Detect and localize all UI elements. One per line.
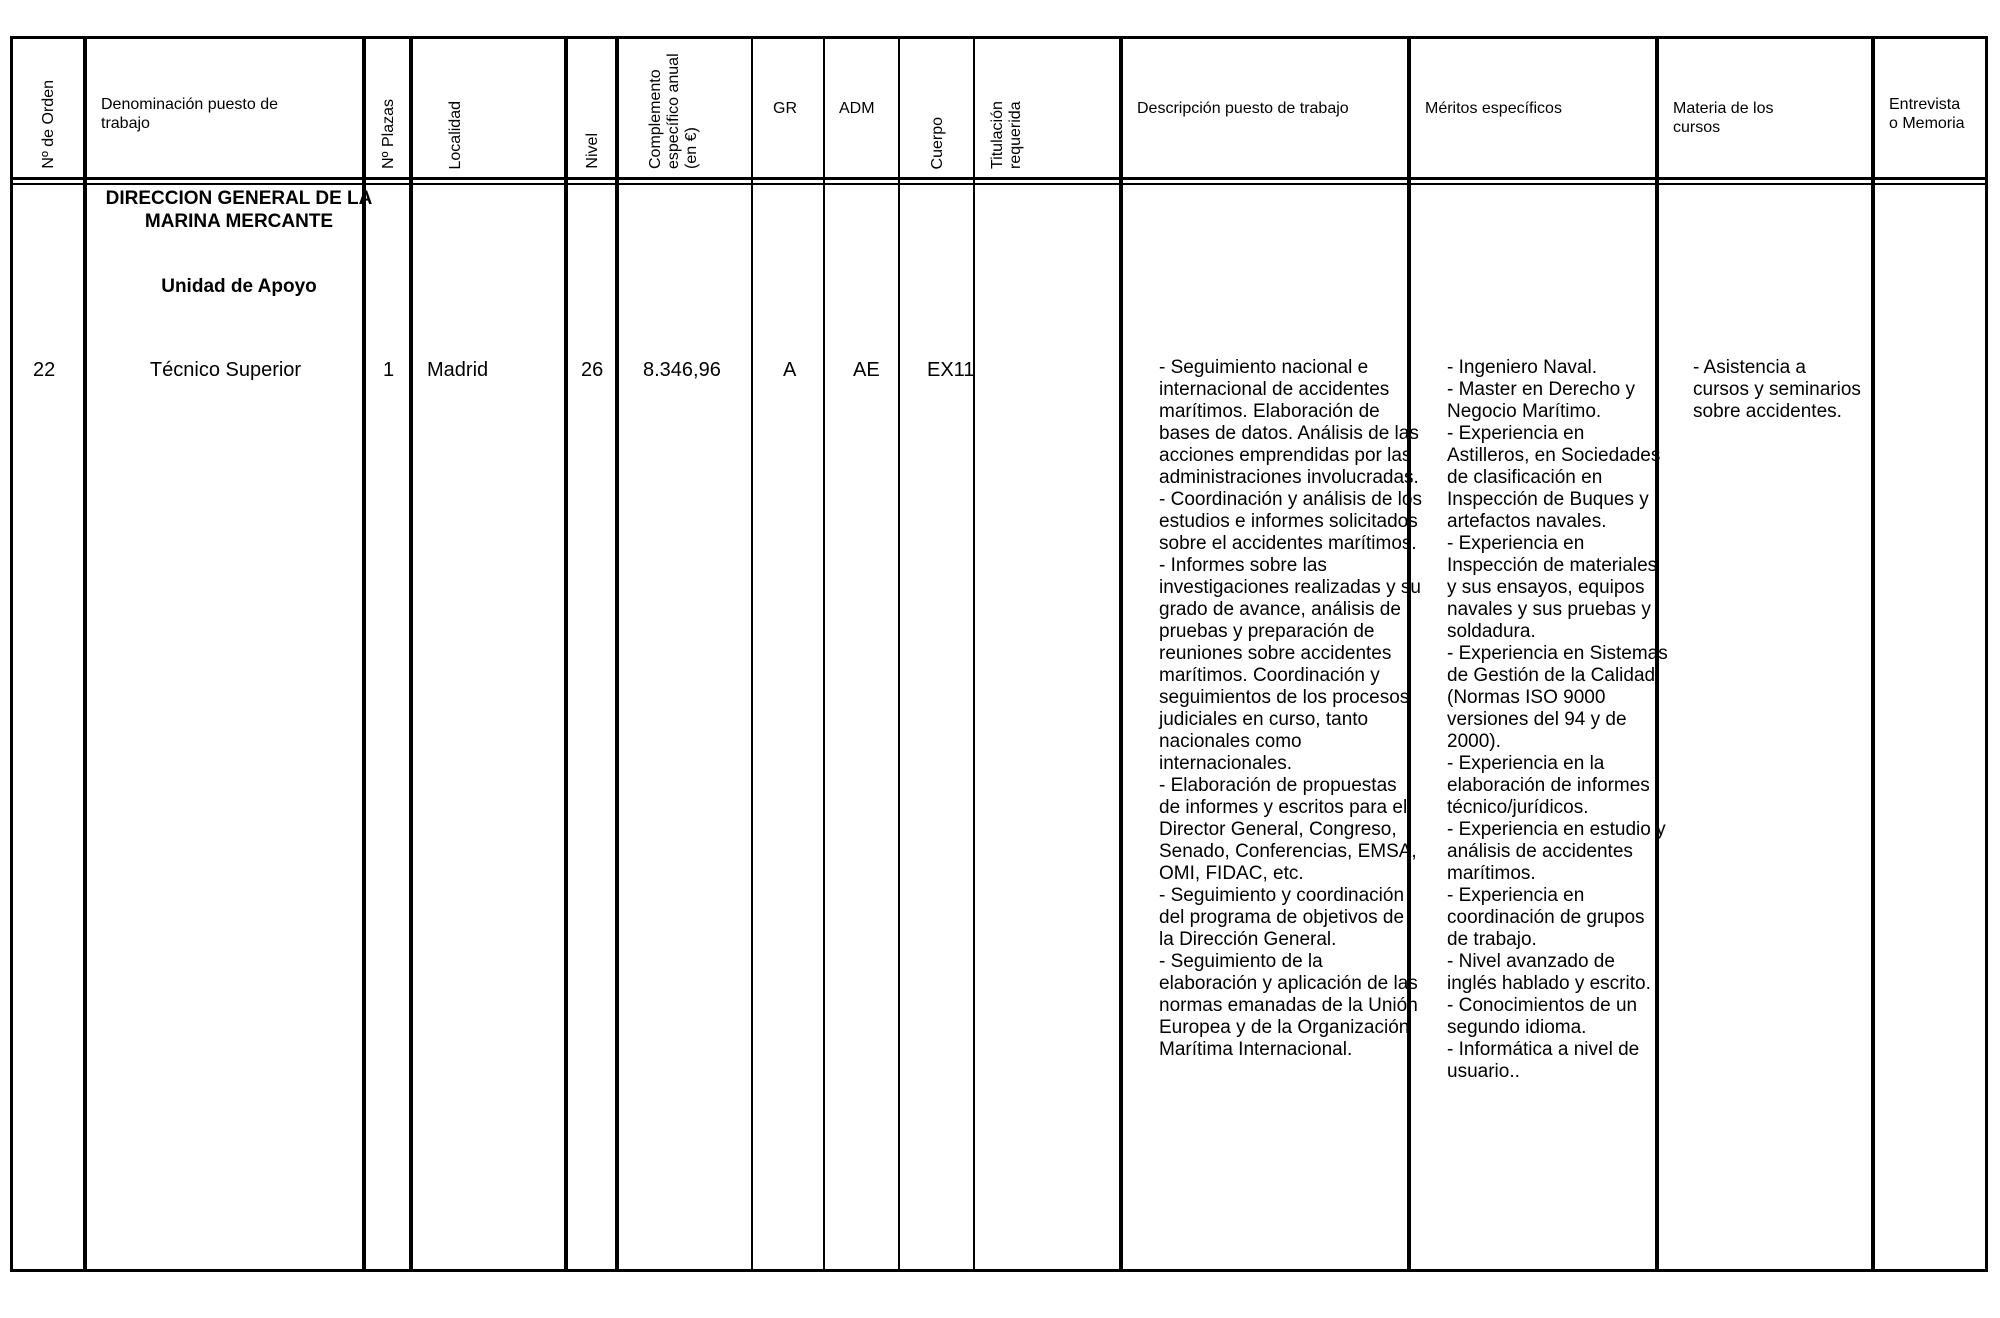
cell-meritos bbox=[1447, 357, 1669, 1083]
descripcion-item: - Coordinación y análisis de los estudios e informes solicitados sobre el accidentes marítimos. bbox=[1159, 489, 1422, 554]
meritos-item: - Ingeniero Naval. bbox=[1447, 357, 1597, 378]
header-divider bbox=[13, 177, 1985, 180]
meritos-item: - Master en Derecho y Negocio Marítimo. bbox=[1447, 379, 1635, 422]
cell-denominacion: Técnico Superior bbox=[149, 359, 302, 381]
meritos-item: - Experiencia en la elaboración de informes técnico/jurídicos. bbox=[1447, 753, 1650, 818]
cell-orden: 22 bbox=[33, 359, 56, 381]
meritos-item: - Informática a nivel de usuario.. bbox=[1447, 1039, 1640, 1082]
job-posting-table bbox=[10, 36, 1988, 1272]
header-materia: Materia de los cursos bbox=[1673, 100, 1774, 136]
header-localidad: Localidad bbox=[447, 100, 464, 169]
column-divider bbox=[1873, 39, 1875, 1269]
cell-plazas: 1 bbox=[383, 359, 395, 381]
cell-adm: AE bbox=[853, 359, 880, 381]
cell-complemento: 8.346,96 bbox=[643, 359, 721, 381]
meritos-item: - Nivel avanzado de inglés hablado y escrito. bbox=[1447, 951, 1651, 994]
header-complemento: Complemento específico anual (en €) bbox=[647, 53, 700, 169]
header-titulacion: Titulación requerida bbox=[989, 101, 1024, 169]
cell-gr: A bbox=[783, 359, 797, 381]
header-meritos: Méritos específicos bbox=[1425, 100, 1562, 117]
descripcion-item: - Seguimiento y coordinación del programa de objetivos de la Dirección General. bbox=[1159, 885, 1405, 950]
header-divider-inner bbox=[13, 183, 1985, 185]
cell-cuerpo: EX11 bbox=[927, 359, 975, 381]
descripcion-item: - Elaboración de propuestas de informes y escritos para el Director General, Congreso, Senado, Conferencias, EMSA, OMI, FIDAC, etc. bbox=[1159, 775, 1417, 884]
meritos-item: - Experiencia en coordinación de grupos de trabajo. bbox=[1447, 885, 1645, 950]
header-descripcion: Descripción puesto de trabajo bbox=[1137, 100, 1349, 117]
meritos-item: - Experiencia en Astilleros, en Sociedades de clasificación en Inspección de Buques y artefactos navales. bbox=[1447, 423, 1661, 532]
header-gr: GR bbox=[773, 100, 797, 117]
header-plazas: Nº Plazas bbox=[379, 99, 397, 169]
header-nivel: Nivel bbox=[583, 133, 601, 169]
header-adm: ADM bbox=[839, 100, 875, 117]
meritos-item: - Experiencia en estudio y análisis de accidentes marítimos. bbox=[1447, 819, 1666, 884]
header-orden: Nº de Orden bbox=[40, 80, 57, 169]
header-entrevista: Entrevista o Memoria bbox=[1889, 96, 1965, 132]
cell-localidad: Madrid bbox=[427, 359, 489, 381]
meritos-item: - Conocimientos de un segundo idioma. bbox=[1447, 995, 1638, 1038]
meritos-item: - Experiencia en Inspección de materiales y sus ensayos, equipos navales y sus pruebas y soldadura. bbox=[1447, 533, 1658, 642]
descripcion-item: - Seguimiento nacional e internacional de accidentes marítimos. Elaboración de bases de datos. Análisis de las acciones emprendidas por las administraciones involucradas. bbox=[1159, 357, 1419, 488]
header-denominacion: Denominación puesto de trabajo bbox=[101, 96, 279, 132]
cell-nivel: 26 bbox=[581, 359, 604, 381]
header-cuerpo: Cuerpo bbox=[928, 116, 946, 169]
cell-materia: - Asistencia a cursos y seminarios sobre accidentes. bbox=[1693, 357, 1861, 422]
section-unidad: Unidad de Apoyo bbox=[161, 276, 317, 297]
cell-descripcion bbox=[1159, 357, 1423, 1061]
descripcion-item: - Informes sobre las investigaciones realizadas y su grado de avance, análisis de pruebas y preparación de reuniones sobre accidentes marítimos. Coordinación y seguimientos de los procesos judiciales en curso, tanto nacionales como internacionales. bbox=[1159, 555, 1421, 774]
descripcion-item: - Seguimiento de la elaboración y aplicación de las normas emanadas de la Unión Europea y de la Organización Marítima Internacional. bbox=[1159, 951, 1418, 1060]
meritos-item: - Experiencia en Sistemas de Gestión de la Calidad (Normas ISO 9000 versiones del 94 y de 2000). bbox=[1447, 643, 1668, 752]
section-organismo: DIRECCION GENERAL DE LA MARINA MERCANTE bbox=[105, 188, 373, 232]
